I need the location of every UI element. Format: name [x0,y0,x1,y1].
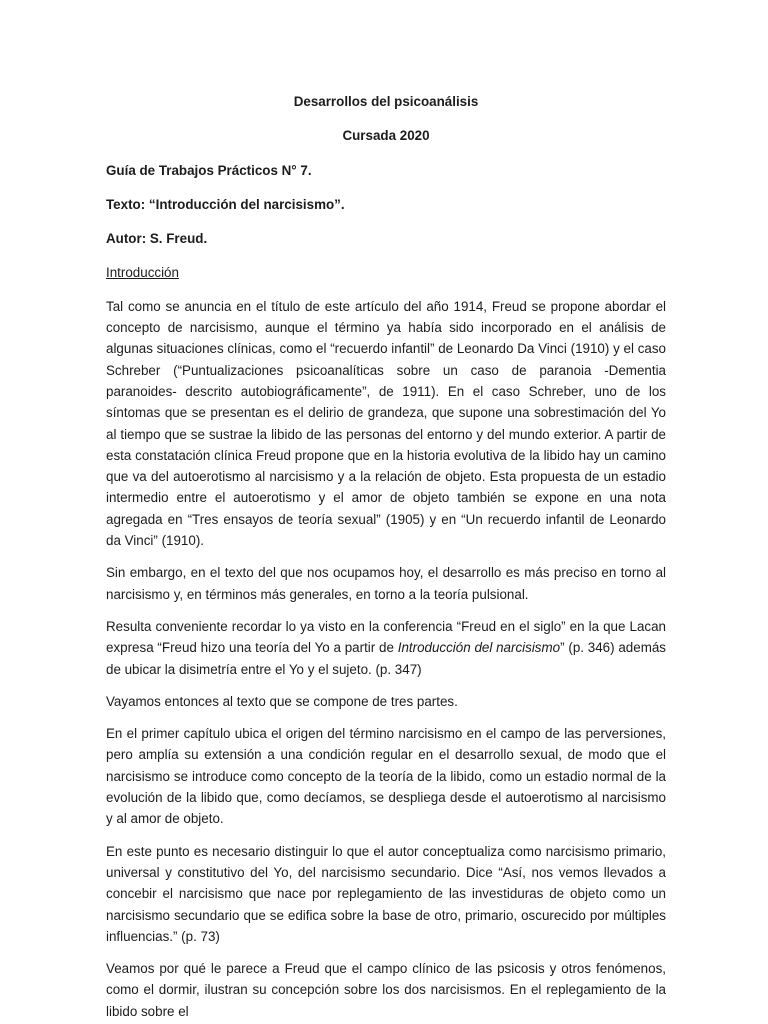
paragraph-7: Veamos por qué le parece a Freud que el campo clínico de las psicosis y otros fenómenos, como el dormir, ilustran su concepción sobre los dos narcisismos. En el replegamiento de la libido sobre el [106,961,666,1019]
document-subtitle: Cursada 2020 [342,128,430,144]
paragraph-3-part-b: ” (p. 346) además de ubicar la disimetría entre el Yo y el sujeto. (p. 347) [106,640,666,677]
paragraph-6: En este punto es necesario distinguir lo que el autor conceptualiza como narcisismo primario, universal y constitutivo del Yo, del narcisismo secundario. Dice “Así, nos vemos llevados a concebir el narcisismo que nace por replegamiento de las investiduras de objeto como un narcisismo secundario que se edifica sobre la base de otro, primario, oscurecido por múltiples influencias.” (p. 73) [106,843,666,944]
paragraph-1: Tal como se anuncia en el título de este artículo del año 1914, Freud se propone abordar el concepto de narcisismo, aunque el término ya había sido incorporado en el análisis de algunas situaciones clínicas, como el “recuerdo infantil” de Leonardo Da Vinci (1910) y el caso Schreber (“Puntualizaciones psicoanalíticas sobre un caso de paranoia -Dementia paranoides- descrito autobiográficamente”, de 1911). En el caso Schreber, uno de los síntomas que se presentan es el delirio de grandeza, que supone una sobrestimación del Yo al tiempo que se sustrae la libido de las personas del entorno y del mundo exterior. A partir de esta constatación clínica Freud propone que en la historia evolutiva de la libido hay un camino que va del autoerotismo al narcisismo y a la relación de objeto. Esta propuesta de un estadio intermedio entre el autoerotismo y el amor de objeto también se expone en una nota agregada en “Tres ensayos de teoría sexual” (1905) y en “Un recuerdo infantil de Leonardo da Vinci” (1910). [106,298,666,549]
section-heading: Introducción [106,265,179,281]
text-reference: Texto: “Introducción del narcisismo”. [106,196,345,212]
author-line: Autor: S. Freud. [106,231,208,247]
guide-heading: Guía de Trabajos Prácticos N° 7. [106,162,312,178]
paragraph-3 [106,616,666,680]
paragraph-4: Vayamos entonces al texto que se compone de tres partes. [106,693,458,709]
document-title: Desarrollos del psicoanálisis [293,94,479,109]
paragraph-2: Sin embargo, en el texto del que nos ocupamos hoy, el desarrollo es más preciso en torno al narcisismo y, en términos más generales, en torno a la teoría pulsional. [106,565,666,602]
paragraph-3-italic-title: Introducción del narcisismo [397,640,561,656]
paragraph-3-part-a: Resulta conveniente recordar lo ya visto en la conferencia “Freud en el siglo” en la que Lacan expresa “Freud hizo una teoría del Yo a partir de [106,618,666,656]
paragraph-5: En el primer capítulo ubica el origen del término narcisismo en el campo de las perversiones, pero amplía su extensión a una condición regular en el desarrollo sexual, de modo que el narcisismo se introduce como concepto de la teoría de la libido, como un estadio normal de la evolución de la libido que, como decíamos, se despliega desde el autoerotismo al narcisismo y al amor de objeto. [106,726,666,827]
